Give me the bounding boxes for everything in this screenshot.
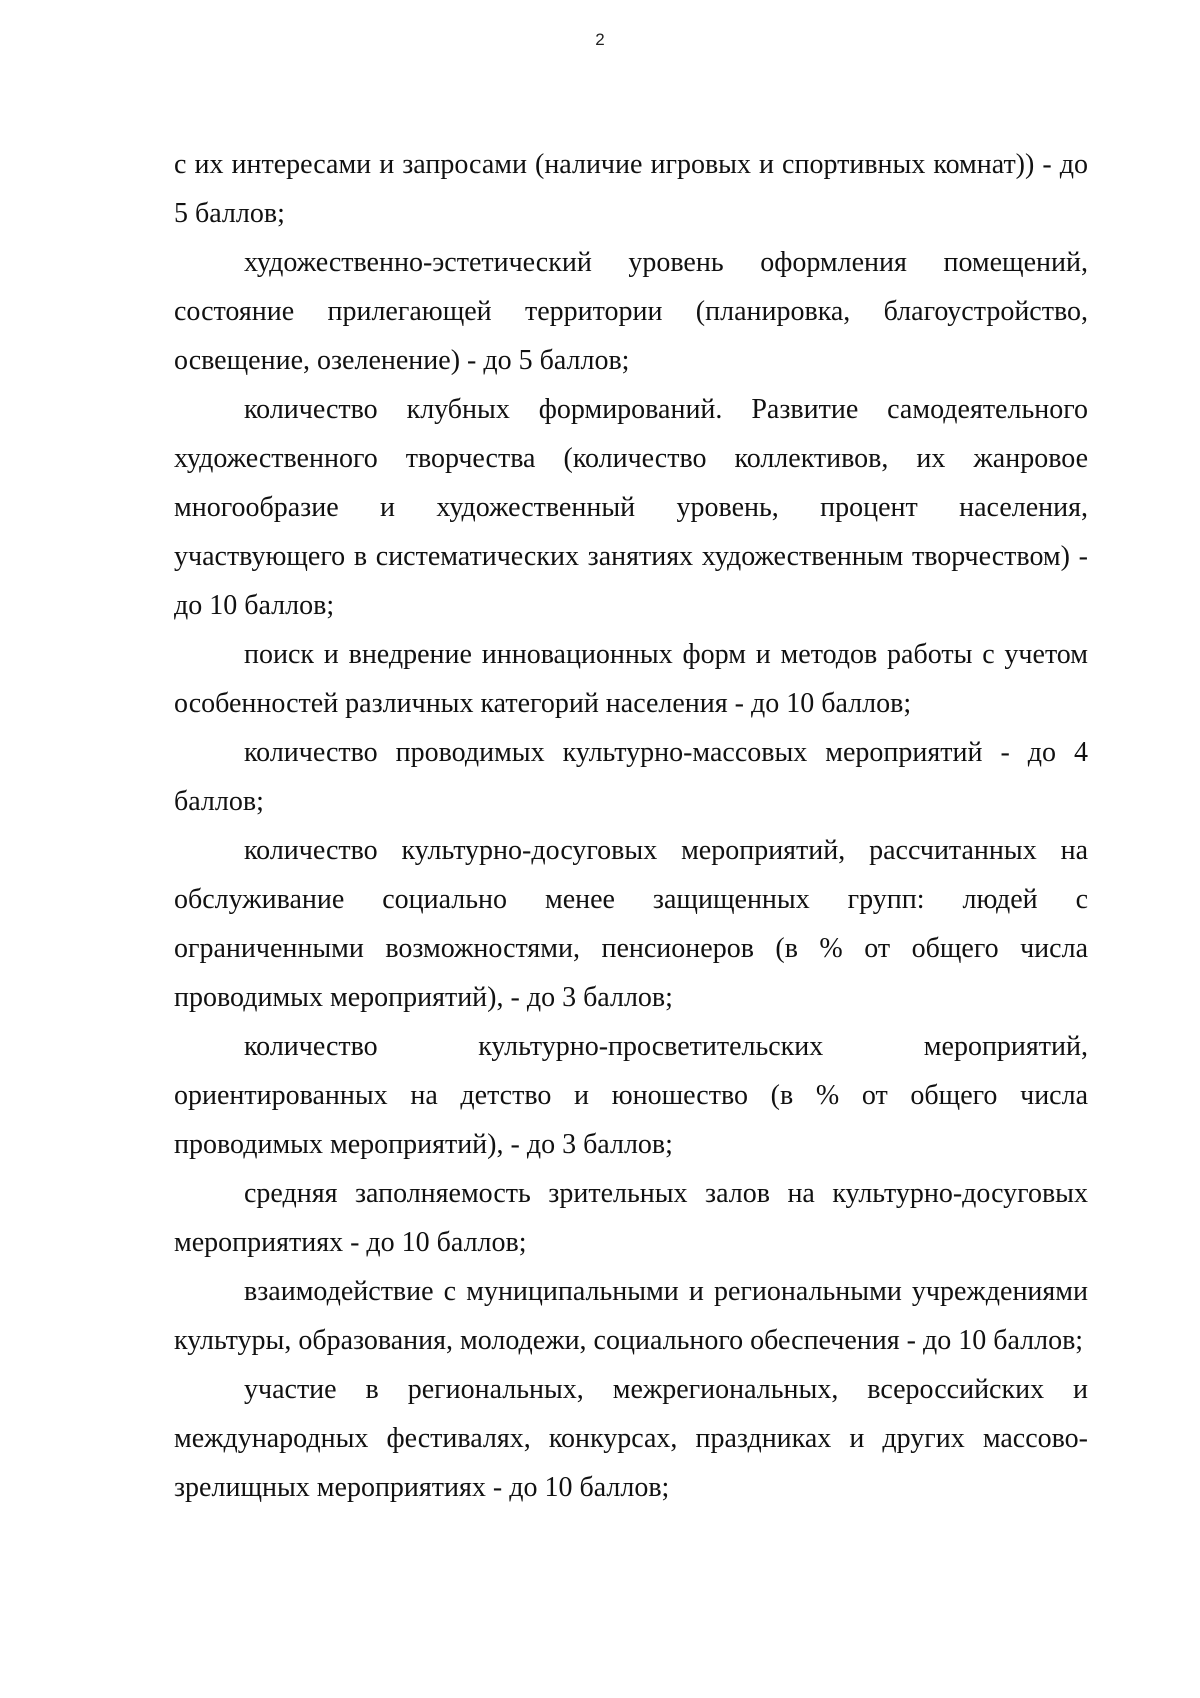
paragraph-social-events: количество культурно-досуговых мероприятий, рассчитанных на обслуживание социально менее защищенных групп: людей с ограниченными возможностями, пенсионеров (в % от общего числа проводимых мероприятий), - до 3 баллов; [174,835,1088,1013]
paragraph-hall-occupancy: средняя заполняемость зрительных залов на культурно-досуговых мероприятиях - до 10 баллов; [174,1178,1088,1258]
paragraph-continuation: с их интересами и запросами (наличие игровых и спортивных комнат)) - до 5 баллов; [174,149,1088,229]
page-number: 2 [595,30,605,49]
paragraph-youth-events: количество культурно-просветительских мероприятий, ориентированных на детство и юношество (в % от общего числа проводимых мероприятий), - до 3 баллов; [174,1031,1088,1160]
paragraph-festivals: участие в региональных, межрегиональных, всероссийских и международных фестивалях, конкурсах, праздниках и других массово-зрелищных мероприятиях - до 10 баллов; [174,1374,1088,1503]
paragraph-cooperation: взаимодействие с муниципальными и региональными учреждениями культуры, образования, молодежи, социального обеспечения - до 10 баллов; [174,1276,1088,1356]
paragraph-mass-events: количество проводимых культурно-массовых мероприятий - до 4 баллов; [174,737,1088,817]
paragraph-artistic-design: художественно-эстетический уровень оформления помещений, состояние прилегающей территории (планировка, благоустройство, освещение, озеленение) - до 5 баллов; [174,247,1088,376]
document-body [174,140,1088,1512]
paragraph-innovation: поиск и внедрение инновационных форм и методов работы с учетом особенностей различных категорий населения - до 10 баллов; [174,639,1088,719]
paragraph-club-formations: количество клубных формирований. Развитие самодеятельного художественного творчества (количество коллективов, их жанровое многообразие и художественный уровень, процент населения, участвующего в систематических занятиях художественным творчеством) - до 10 баллов; [174,394,1088,621]
